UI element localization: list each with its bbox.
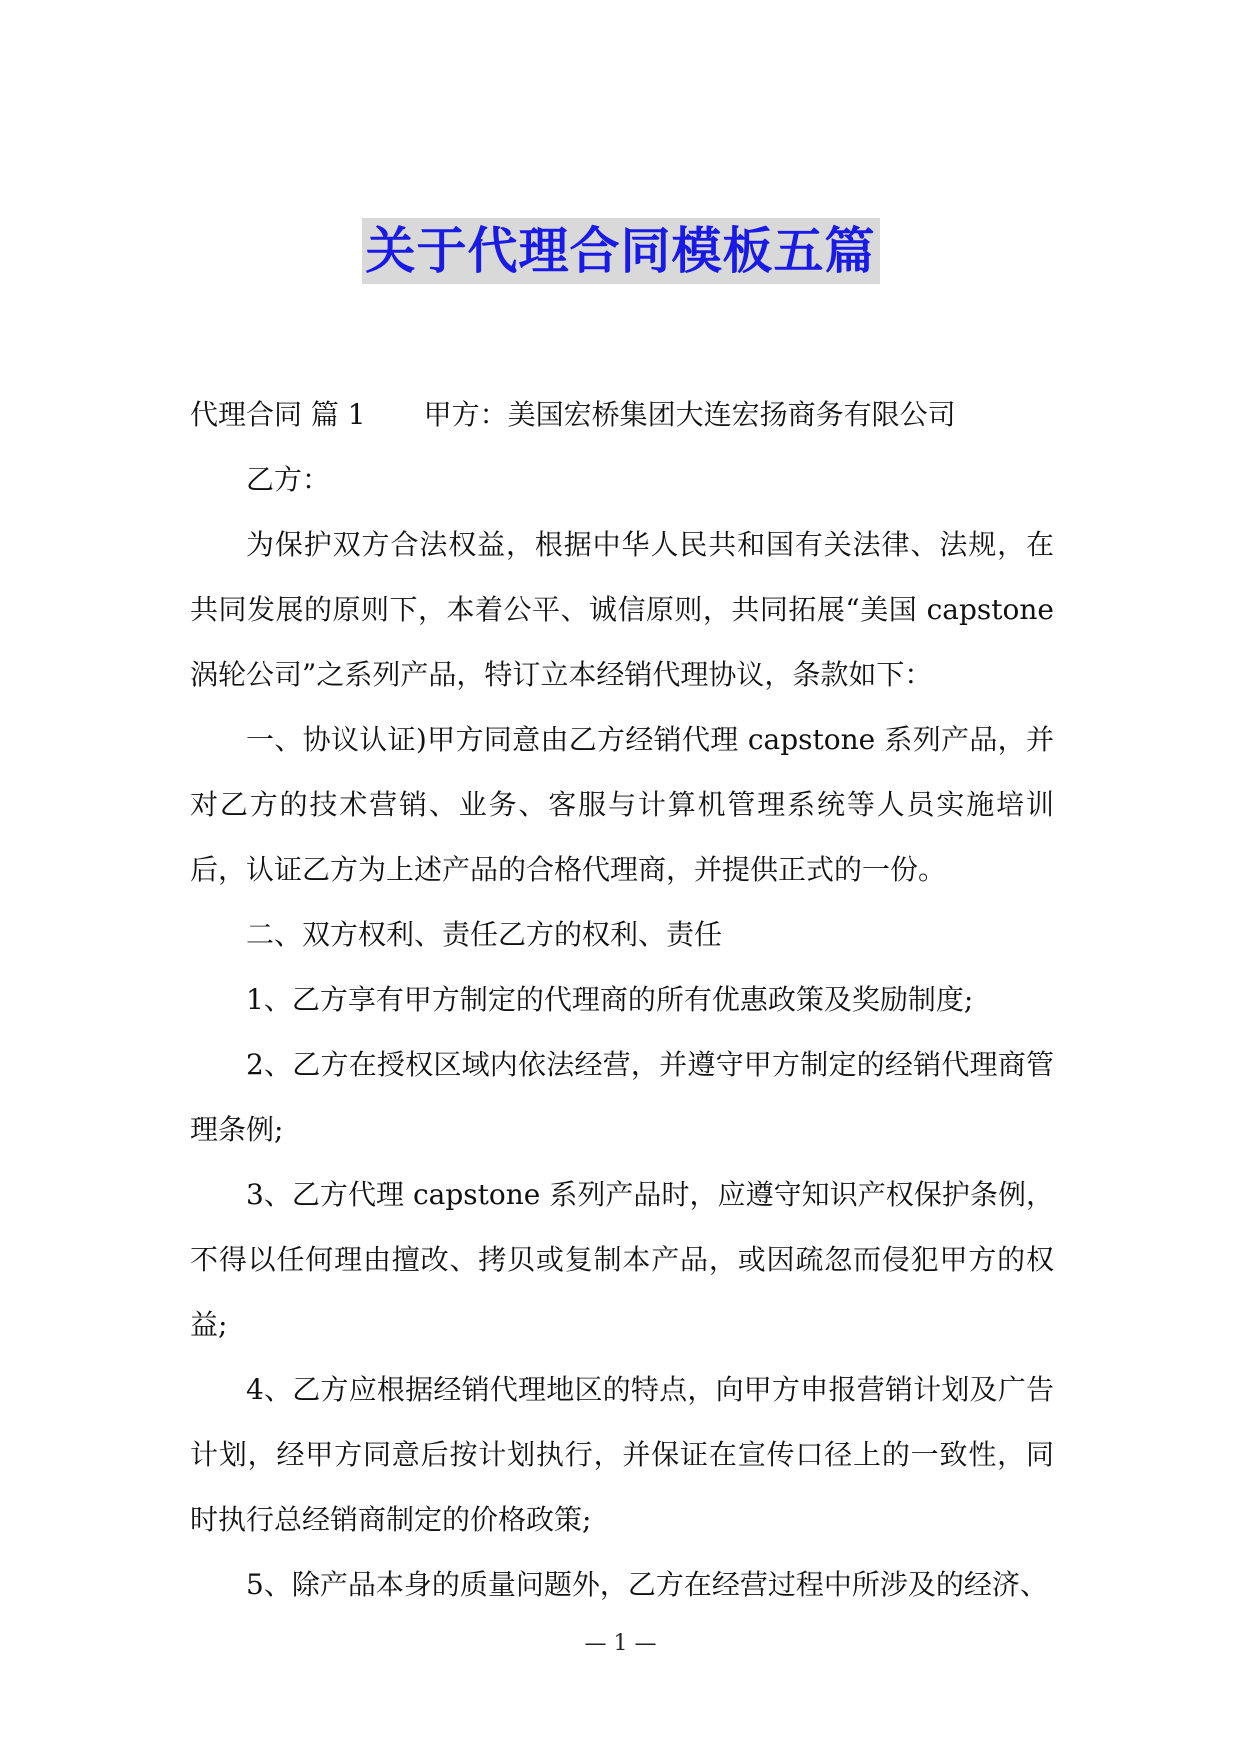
- paragraph-item-3: 3、乙方代理 capstone 系列产品时，应遵守知识产权保护条例，不得以任何理由擅改、拷贝或复制本产品，或因疏忽而侵犯甲方的权益;: [190, 1178, 1054, 1341]
- paragraph-party-b: 乙方：: [246, 463, 331, 496]
- title-container: [0, 218, 1241, 284]
- paragraph-party-a: [190, 382, 1054, 447]
- paragraph-preamble: 为保护双方合法权益，根据中华人民共和国有关法律、法规，在共同发展的原则下，本着公平、诚信原则，共同拓展“美国 capstone 涡轮公司”之系列产品，特订立本经销代理协议，条款如下：: [190, 528, 1054, 691]
- paragraph-item-5: 5、除产品本身的质量问题外，乙方在经营过程中所涉及的经济、: [246, 1568, 1048, 1601]
- party-a-text: 甲方：美国宏桥集团大连宏扬商务有限公司: [423, 398, 956, 431]
- paragraph-item-1: 1、乙方享有甲方制定的代理商的所有优惠政策及奖励制度;: [246, 983, 974, 1016]
- paragraph-item-4: 4、乙方应根据经销代理地区的特点，向甲方申报营销计划及广告计划，经甲方同意后按计划执行，并保证在宣传口径上的一致性，同时执行总经销商制定的价格政策;: [190, 1373, 1054, 1536]
- contract-heading: 代理合同 篇 1: [190, 398, 366, 431]
- document-title: 关于代理合同模板五篇: [362, 218, 880, 284]
- document-body: [190, 382, 1054, 1617]
- page-number: — 1 —: [584, 1631, 657, 1656]
- paragraph-item-2: 2、乙方在授权区域内依法经营，并遵守甲方制定的经销代理商管理条例;: [190, 1048, 1054, 1146]
- paragraph-clause-1: 一、协议认证)甲方同意由乙方经销代理 capstone 系列产品，并对乙方的技术营销、业务、客服与计算机管理系统等人员实施培训后，认证乙方为上述产品的合格代理商，并提供正式的一份。: [190, 723, 1054, 886]
- paragraph-clause-2: 二、双方权利、责任乙方的权利、责任: [246, 918, 723, 951]
